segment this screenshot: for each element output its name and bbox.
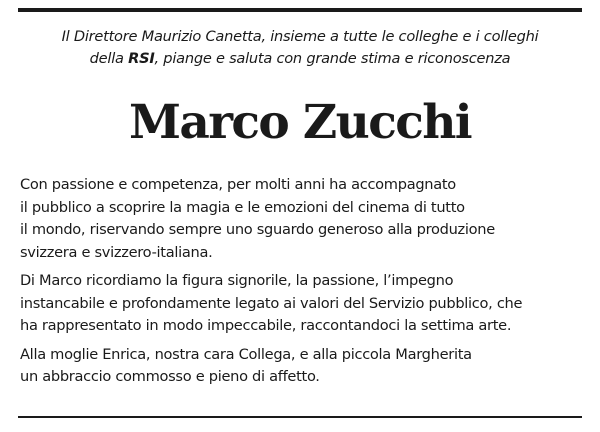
text-line: un abbraccio commosso e pieno di affetto. <box>20 368 320 385</box>
text-line: svizzera e svizzero-italiana. <box>20 243 213 261</box>
text-line: instancabile e profondamente legato ai valori del Servizio pubblico, che <box>20 294 523 312</box>
header-organization: RSI <box>128 50 155 67</box>
header-line-1: Il Direttore Maurizio Canetta, insieme a tutte le colleghe e i colleghi <box>61 28 539 45</box>
header-line-2 <box>20 48 580 70</box>
paragraph-condolences <box>20 344 585 389</box>
top-rule <box>18 8 582 12</box>
obituary-body <box>20 174 585 395</box>
header-line-2-prefix: della <box>89 50 129 67</box>
deceased-name: Marco Zucchi <box>128 95 472 150</box>
text-line: ha rappresentato in modo impeccabile, raccontandoci la settima arte. <box>20 317 512 334</box>
text-line: il pubblico a scoprire la magia e le emozioni del cinema di tutto <box>20 198 465 216</box>
text-line: Di Marco ricordiamo la figura signorile, la passione, l’impegno <box>20 272 454 289</box>
header-line-2-rest: , piange e saluta con grande stima e riconoscenza <box>154 50 511 67</box>
bottom-rule <box>18 416 582 418</box>
text-line: Con passione e competenza, per molti anni ha accompagnato <box>20 176 456 193</box>
text-line: Alla moglie Enrica, nostra cara Collega, e alla piccola Margherita <box>20 345 472 363</box>
paragraph-memory <box>20 270 585 338</box>
dedication-header <box>20 26 580 70</box>
text-line: il mondo, riservando sempre uno sguardo generoso alla produzione <box>20 221 495 238</box>
paragraph-tribute <box>20 174 585 264</box>
